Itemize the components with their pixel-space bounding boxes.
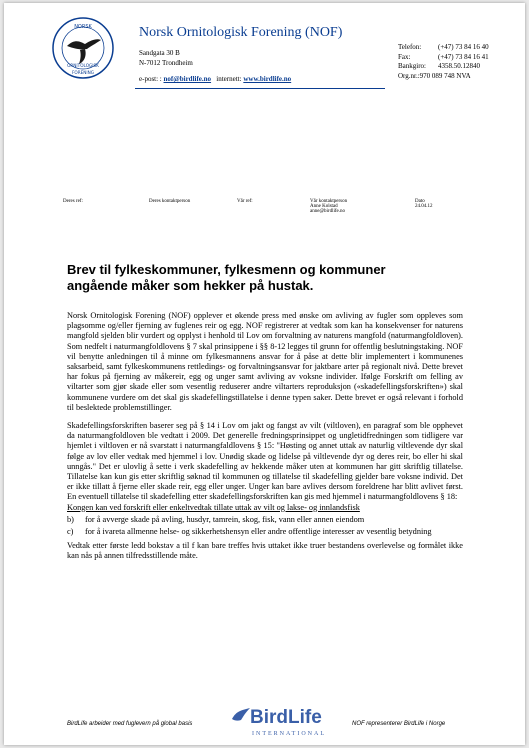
letter-title: Brev til fylkeskommuner, fylkesmenn og kommuner angående måker som hekker på hustak. bbox=[67, 262, 386, 293]
deres-contact: Deres kontaktperson bbox=[149, 199, 191, 204]
address-line1: Sandgata 30 B bbox=[139, 49, 180, 57]
bird-icon bbox=[230, 705, 252, 727]
paragraph-3: Vedtak etter første ledd bokstav a til f kan bare treffes hvis uttaket ikke truer bestandens overlevelse og formålet ikke kan nås på annen tilfredsstillende måte. bbox=[67, 541, 463, 561]
internet-label: internett: bbox=[216, 75, 242, 83]
var-contact-email: anne@birdlife.no bbox=[310, 209, 346, 214]
birdlife-text: BirdLife bbox=[250, 707, 322, 728]
contact-line bbox=[139, 75, 291, 83]
birdlife-logo bbox=[230, 703, 326, 745]
footer-left: BirdLife arbeider med fuglevern på global basis bbox=[67, 721, 193, 727]
date-label: Dato bbox=[415, 199, 425, 204]
fax: (+47) 73 84 16 41 bbox=[438, 52, 489, 61]
svg-text:ORNITOLOGISK: ORNITOLOGISK bbox=[67, 63, 99, 68]
svg-text:FORENING: FORENING bbox=[71, 70, 95, 75]
phone: (+47) 73 84 16 40 bbox=[438, 43, 489, 51]
law-quote-list bbox=[67, 515, 463, 537]
svg-text:NORSK: NORSK bbox=[74, 24, 92, 30]
list-item: c) for å ivareta allmenne helse- og sikkerhetshensyn eller andre offentlige interesser av vesentlig betydning bbox=[67, 527, 432, 537]
paragraph-2: Skadefellingsforskriften baserer seg på § 14 i Lov om jakt og fangst av vilt (viltloven), en paragraf som ble opphevet da naturmangfoldloven ble vedtatt i 2009. Det generelle fredningsprinsippet og ungletidfredningen som tidligere var hjemlet i viltloven er nå svarstatt i naturmangfaldlovens § 15: "Høsting og annet uttak av naturlig viltlevende dyr skal følge av lov eller vedtak med hjemmel i lov. Unødig skade og lidelse på viltlevende dyr og deres reir, bo eller hi skal unngås." Det er ulovlig å sette i verk skadefelling av hekkende måker uten at kommunen har gitt skriftlig tillatelse. Tillatelse kan kun gis etter skriftlig søknad til kommunen og tillatelse til skadefelling gjelder bare voksne individ. Det er ikke tillatt å fjerne eller skade reir, egg eller unger. Unger kan bare avlives dersom foreldrene har blitt avlivet først. En eventuell tillatelse til skadefelling etter skadefellingsforskriften kan gis med hjemmel i naturmangfoldlovens § 18: bbox=[67, 421, 463, 502]
org-name: Norsk Ornitologisk Forening (NOF) bbox=[139, 25, 343, 40]
phone-label: Telefon: bbox=[398, 43, 422, 51]
birdlife-subtext: INTERNATIONAL bbox=[252, 731, 326, 737]
var-contact-name: Anne Kolstad bbox=[310, 204, 338, 209]
bank-label: Bankgiro: bbox=[398, 62, 426, 70]
var-ref: Vår ref: bbox=[237, 199, 253, 204]
fax-label: Fax: bbox=[398, 52, 411, 61]
law-quote-heading: Kongen kan ved forskrift eller enkeltvedtak tillate uttak av vilt og lakse- og innlandsfisk bbox=[67, 502, 360, 512]
letter-body bbox=[67, 311, 463, 570]
orgnr: Org.nr.:970 089 748 NVA bbox=[398, 71, 471, 80]
var-contact-label: Vår kontaktperson bbox=[310, 199, 348, 204]
header-divider bbox=[135, 88, 385, 89]
list-item: b) for å avverge skade på avling, husdyr, tamrein, skog, fisk, vann eller annen eiendom bbox=[67, 514, 365, 524]
letter-page bbox=[4, 3, 525, 745]
date-value: 24.04.12 bbox=[415, 204, 433, 209]
address bbox=[139, 48, 193, 68]
email-link[interactable]: nof@birdlife.no bbox=[163, 75, 212, 83]
email-label: e-post: : bbox=[139, 75, 162, 83]
deres-ref: Deres ref: bbox=[63, 199, 83, 204]
footer-right: NOF representerer BirdLife i Norge bbox=[352, 721, 446, 727]
org-contact-info bbox=[398, 43, 489, 81]
address-line2: N-7012 Trondheim bbox=[139, 59, 193, 67]
paragraph-1: Norsk Ornitologisk Forening (NOF) opplever et økende press med ønske om avliving av fugler som oppleves som plagsomme og/eller fjerning av fuglenes reir og egg. NOF registrerer at vedtak som kan ha konsekvenser for naturens mangfold sjelden blir vurdert og opplyst i henhold til Lov om forvaltning av naturens mangfold (naturmangfoldloven). Som nedfelt i naturmangfoldlovens § 7 skal prinsippene i §§ 8-12 legges til grunn for offentlig beslutningstaking. NOF vil benytte anledningen til å minne om fylkesmannens ansvar for å påse at dette blir implementert i kommunenes saksarbeid, samt fylkeskommunens rettledings- og forvaltningsansvar for jaktbare arter på regionalt nivå. Dette brevet har fokus på fjerning av måkereir, egg og unger samt avliving av voksne individer. Ifølge Forskrift om felling av viltarter som gjør skade eller som vesentlig reduserer andre viltarters reproduksjon («skadefellingsforskriften») skal kommunene vurdere om det skal gis skadefellingstillatelse i denne typen saker. Dette brevet er også relevant i forhold til beslektede problemstillinger. bbox=[67, 311, 463, 412]
bank: 4358.50.12840 bbox=[438, 62, 480, 70]
nof-logo bbox=[51, 16, 115, 80]
date bbox=[415, 199, 433, 209]
var-contact bbox=[310, 199, 347, 214]
website-link[interactable]: www.birdlife.no bbox=[243, 75, 292, 83]
